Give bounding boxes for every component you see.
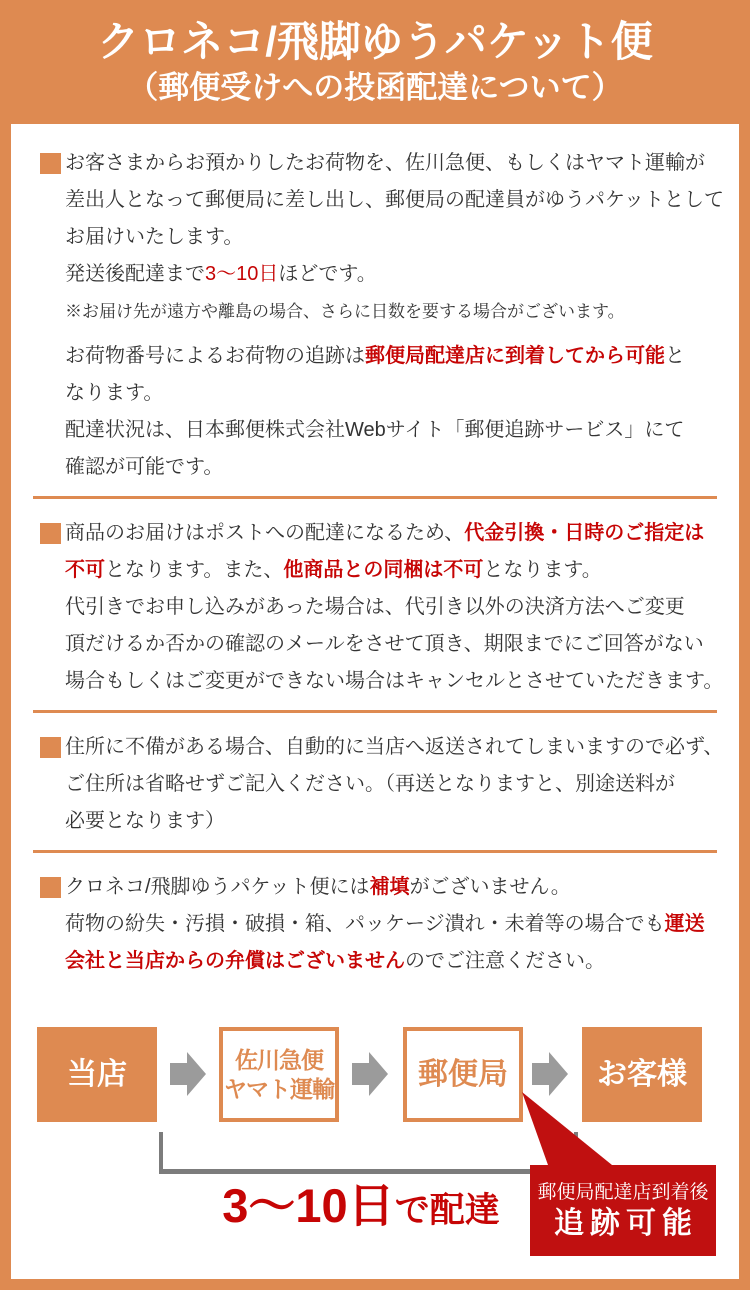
text-run: 確認が可能です。 [65,456,224,478]
arrow-right-icon [352,1052,388,1096]
text-run: となります。 [483,559,602,581]
paragraph [65,145,729,330]
text-run: 配達状況は、日本郵便株式会社Webサイト「郵便追跡サービス」にて [65,419,685,441]
text-run: 運送 [664,913,705,935]
text-run: なります。 [65,382,164,404]
text-run: 代引きでお申し込みがあった場合は、代引き以外の決済方法へご変更 [65,596,685,618]
text-run: ※お届け先が遠方や離島の場合、さらに日数を要する場合がございます。 [65,302,625,321]
flow-box-carriers [219,1027,339,1122]
text-run: 郵便局配達店に到着してから可能 [365,345,665,367]
paragraph [65,338,729,486]
text-run: 住所に不備がある場合、自動的に当店へ返送されてしまいますので必ず、 [65,736,724,758]
flow-box-shop: 当店 [37,1027,157,1122]
text-run: お客さまからお預かりしたお荷物を、佐川急便、もしくはヤマト運輸が [65,152,705,174]
callout-tracking-label: 追跡可能 [554,1206,698,1240]
bullet-square-icon [40,523,61,544]
header-banner [0,0,750,124]
tracking-callout [530,1165,716,1256]
text-run: 差出人となって郵便局に差し出し、郵便局の配達員がゆうパケットとして [65,189,724,211]
text-run: ご住所は省略せずご記入ください。（再送となりますと、別途送料が [65,773,675,795]
section-address-notice [11,729,739,840]
text-run: 発送後配達まで [65,263,205,285]
duration-days: 3〜10日 [222,1179,395,1232]
flow-box-post-office: 郵便局 [403,1027,523,1122]
delivery-duration-label [121,1179,601,1232]
arrow-right-icon [170,1052,206,1096]
text-run: 場合もしくはご変更ができない場合はキャンセルとさせていただきます。 [65,670,724,692]
text-run: 代金引換・日時のご指定は [464,522,705,544]
text-run: お荷物番号によるお荷物の追跡は [65,345,365,367]
text-run: 商品のお届けはポストへの配達になるため、 [65,522,465,544]
section-divider [33,850,717,853]
section-divider [33,496,717,499]
page-subtitle: （郵便受けへの投函配達について） [127,69,623,105]
text-run: 会社と当店からの弁償はございません [65,950,405,972]
text-run: 補填 [369,876,410,898]
paragraph [65,729,729,840]
bullet-square-icon [40,153,61,174]
delivery-flow-diagram [11,1019,739,1279]
text-run: となります。また、 [105,559,284,581]
section-no-compensation [11,869,739,980]
carrier-name: 佐川急便 [235,1046,323,1073]
text-run: 3〜10日 [205,263,279,285]
text-run: 荷物の紛失・汚損・破損・箱、パッケージ潰れ・未着等の場合でも [65,913,665,935]
duration-suffix: で配達 [394,1191,500,1230]
text-run: ほどです。 [278,263,377,285]
text-run: クロネコ/飛脚ゆうパケット便には [65,876,370,898]
section-payment-restrictions [11,515,739,700]
callout-condition: 郵便局配達店到着後 [537,1181,709,1203]
bullet-square-icon [40,737,61,758]
paragraph [65,869,729,980]
callout-pointer-icon [511,1083,641,1173]
bullet-square-icon [40,877,61,898]
page-title: クロネコ/飛脚ゆうパケット便 [97,18,653,66]
text-run: 不可 [65,559,105,581]
text-run: がございません。 [409,876,571,898]
carrier-name: ヤマト運輸 [224,1075,334,1102]
text-run: 必要となります） [65,810,225,832]
text-run: と [665,345,685,367]
content-panel [11,124,739,1279]
text-run: 他商品との同梱は不可 [283,559,484,581]
text-run: 頂だけるか否かの確認のメールをさせて頂き、期限までにご回答がない [65,633,704,655]
paragraph [65,515,729,700]
section-delivery-overview [11,145,739,486]
text-run: お届けいたします。 [65,226,244,248]
text-run: のでご注意ください。 [405,950,605,972]
section-divider [33,710,717,713]
flow-box-customer: お客様 [582,1027,702,1122]
